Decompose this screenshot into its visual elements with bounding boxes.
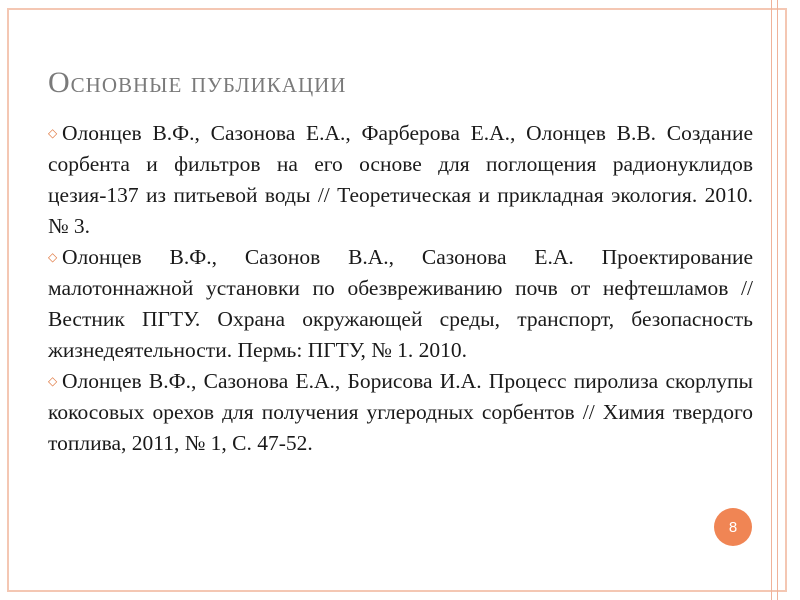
diamond-bullet-icon: ◇ [48, 374, 58, 388]
publication-item [48, 366, 753, 459]
diamond-bullet-icon: ◇ [48, 126, 58, 140]
publication-text: Олонцев В.Ф., Сазонова Е.А., Борисова И.А. Процесс пиролиза скорлупы кокосовых орехов для получения углеродных сорбентов // Химия твердого топлива, 2011, № 1, С. 47-52. [48, 369, 753, 455]
decorative-line [777, 0, 778, 600]
publication-item [48, 242, 753, 366]
diamond-bullet-icon: ◇ [48, 250, 58, 264]
page-number-badge: 8 [714, 508, 752, 546]
slide-title: Основные публикации [48, 66, 347, 99]
publication-list [48, 118, 753, 459]
publication-text: Олонцев В.Ф., Сазонов В.А., Сазонова Е.А. Проектирование малотоннажной установки по обезвреживанию почв от нефтешламов // Вестник ПГТУ. Охрана окружающей среды, транспорт, безопасность жизнедеятельности. Пермь: ПГТУ, № 1. 2010. [48, 245, 753, 362]
publication-text: Олонцев В.Ф., Сазонова Е.А., Фарберова Е.А., Олонцев В.В. Создание сорбента и фильтров на его основе для поглощения радионуклидов цезия-137 из питьевой воды // Теоретическая и прикладная экология. 2010. № 3. [48, 121, 753, 238]
publication-item [48, 118, 753, 242]
decorative-line [771, 0, 772, 600]
